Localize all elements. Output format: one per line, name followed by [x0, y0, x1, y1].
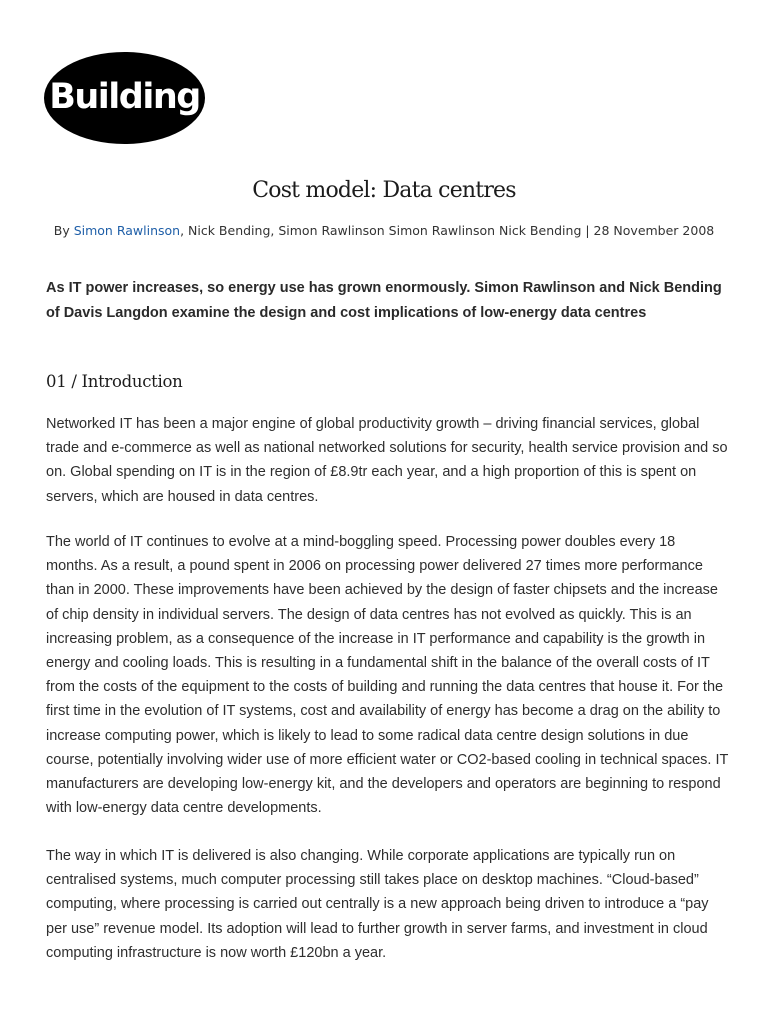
- paragraph: Networked IT has been a major engine of global productivity growth – driving financial services, global trade and e-commerce as well as national networked solutions for security, health service provision and so on. Global spending on IT is in the region of £8.9tr each year, and a high proportion of this is spent on servers, which are housed in data centres.: [46, 416, 728, 505]
- byline: [0, 223, 768, 238]
- section-heading: 01 / Introduction: [46, 372, 183, 391]
- author-link[interactable]: Simon Rawlinson: [73, 223, 181, 238]
- paragraph: The world of IT continues to evolve at a mind-boggling speed. Processing power doubles every 18 months. As a result, a pound spent in 2006 on processing power delivered 27 times more performance than in 2000. These improvements have been achieved by the design of faster chipsets and the increase of chip density in individual servers. The design of data centres has not evolved as quickly. This is an increasing problem, as a consequence of the increase in IT performance and capability is the growth in energy and cooling loads. This is resulting in a fundamental shift in the balance of the overall costs of IT from the costs of the equipment to the costs of building and running the data centres that house it. For the first time in the evolution of IT systems, cost and availability of energy has become a drag on the ability to increase computing power, which is likely to lead to some radical data centre design solutions in due course, potentially involving wider use of more efficient water or CO2-based cooling in technical spaces. IT manufacturers are developing low-energy kit, and the developers and operators are beginning to respond with low-energy data centre developments.: [46, 534, 729, 817]
- building-logo[interactable]: [44, 52, 205, 144]
- byline-rest: , Nick Bending, Simon Rawlinson Simon Rawlinson Nick Bending | 28 November 2008: [180, 223, 715, 238]
- article-title: Cost model: Data centres: [252, 178, 516, 203]
- logo-text: Building: [49, 77, 200, 117]
- standfirst: As IT power increases, so energy use has grown enormously. Simon Rawlinson and Nick Bending of Davis Langdon examine the design and cost implications of low-energy data centres: [46, 280, 722, 321]
- byline-prefix: By: [53, 223, 74, 238]
- paragraph: The way in which IT is delivered is also changing. While corporate applications are typically run on centralised systems, much computer processing still takes place on desktop machines. “Cloud-based” computing, where processing is carried out centrally is a new approach being driven to introduce a “pay per use” revenue model. Its adoption will lead to further growth in server farms, and investment in cloud computing infrastructure is now worth £120bn a year.: [46, 848, 709, 961]
